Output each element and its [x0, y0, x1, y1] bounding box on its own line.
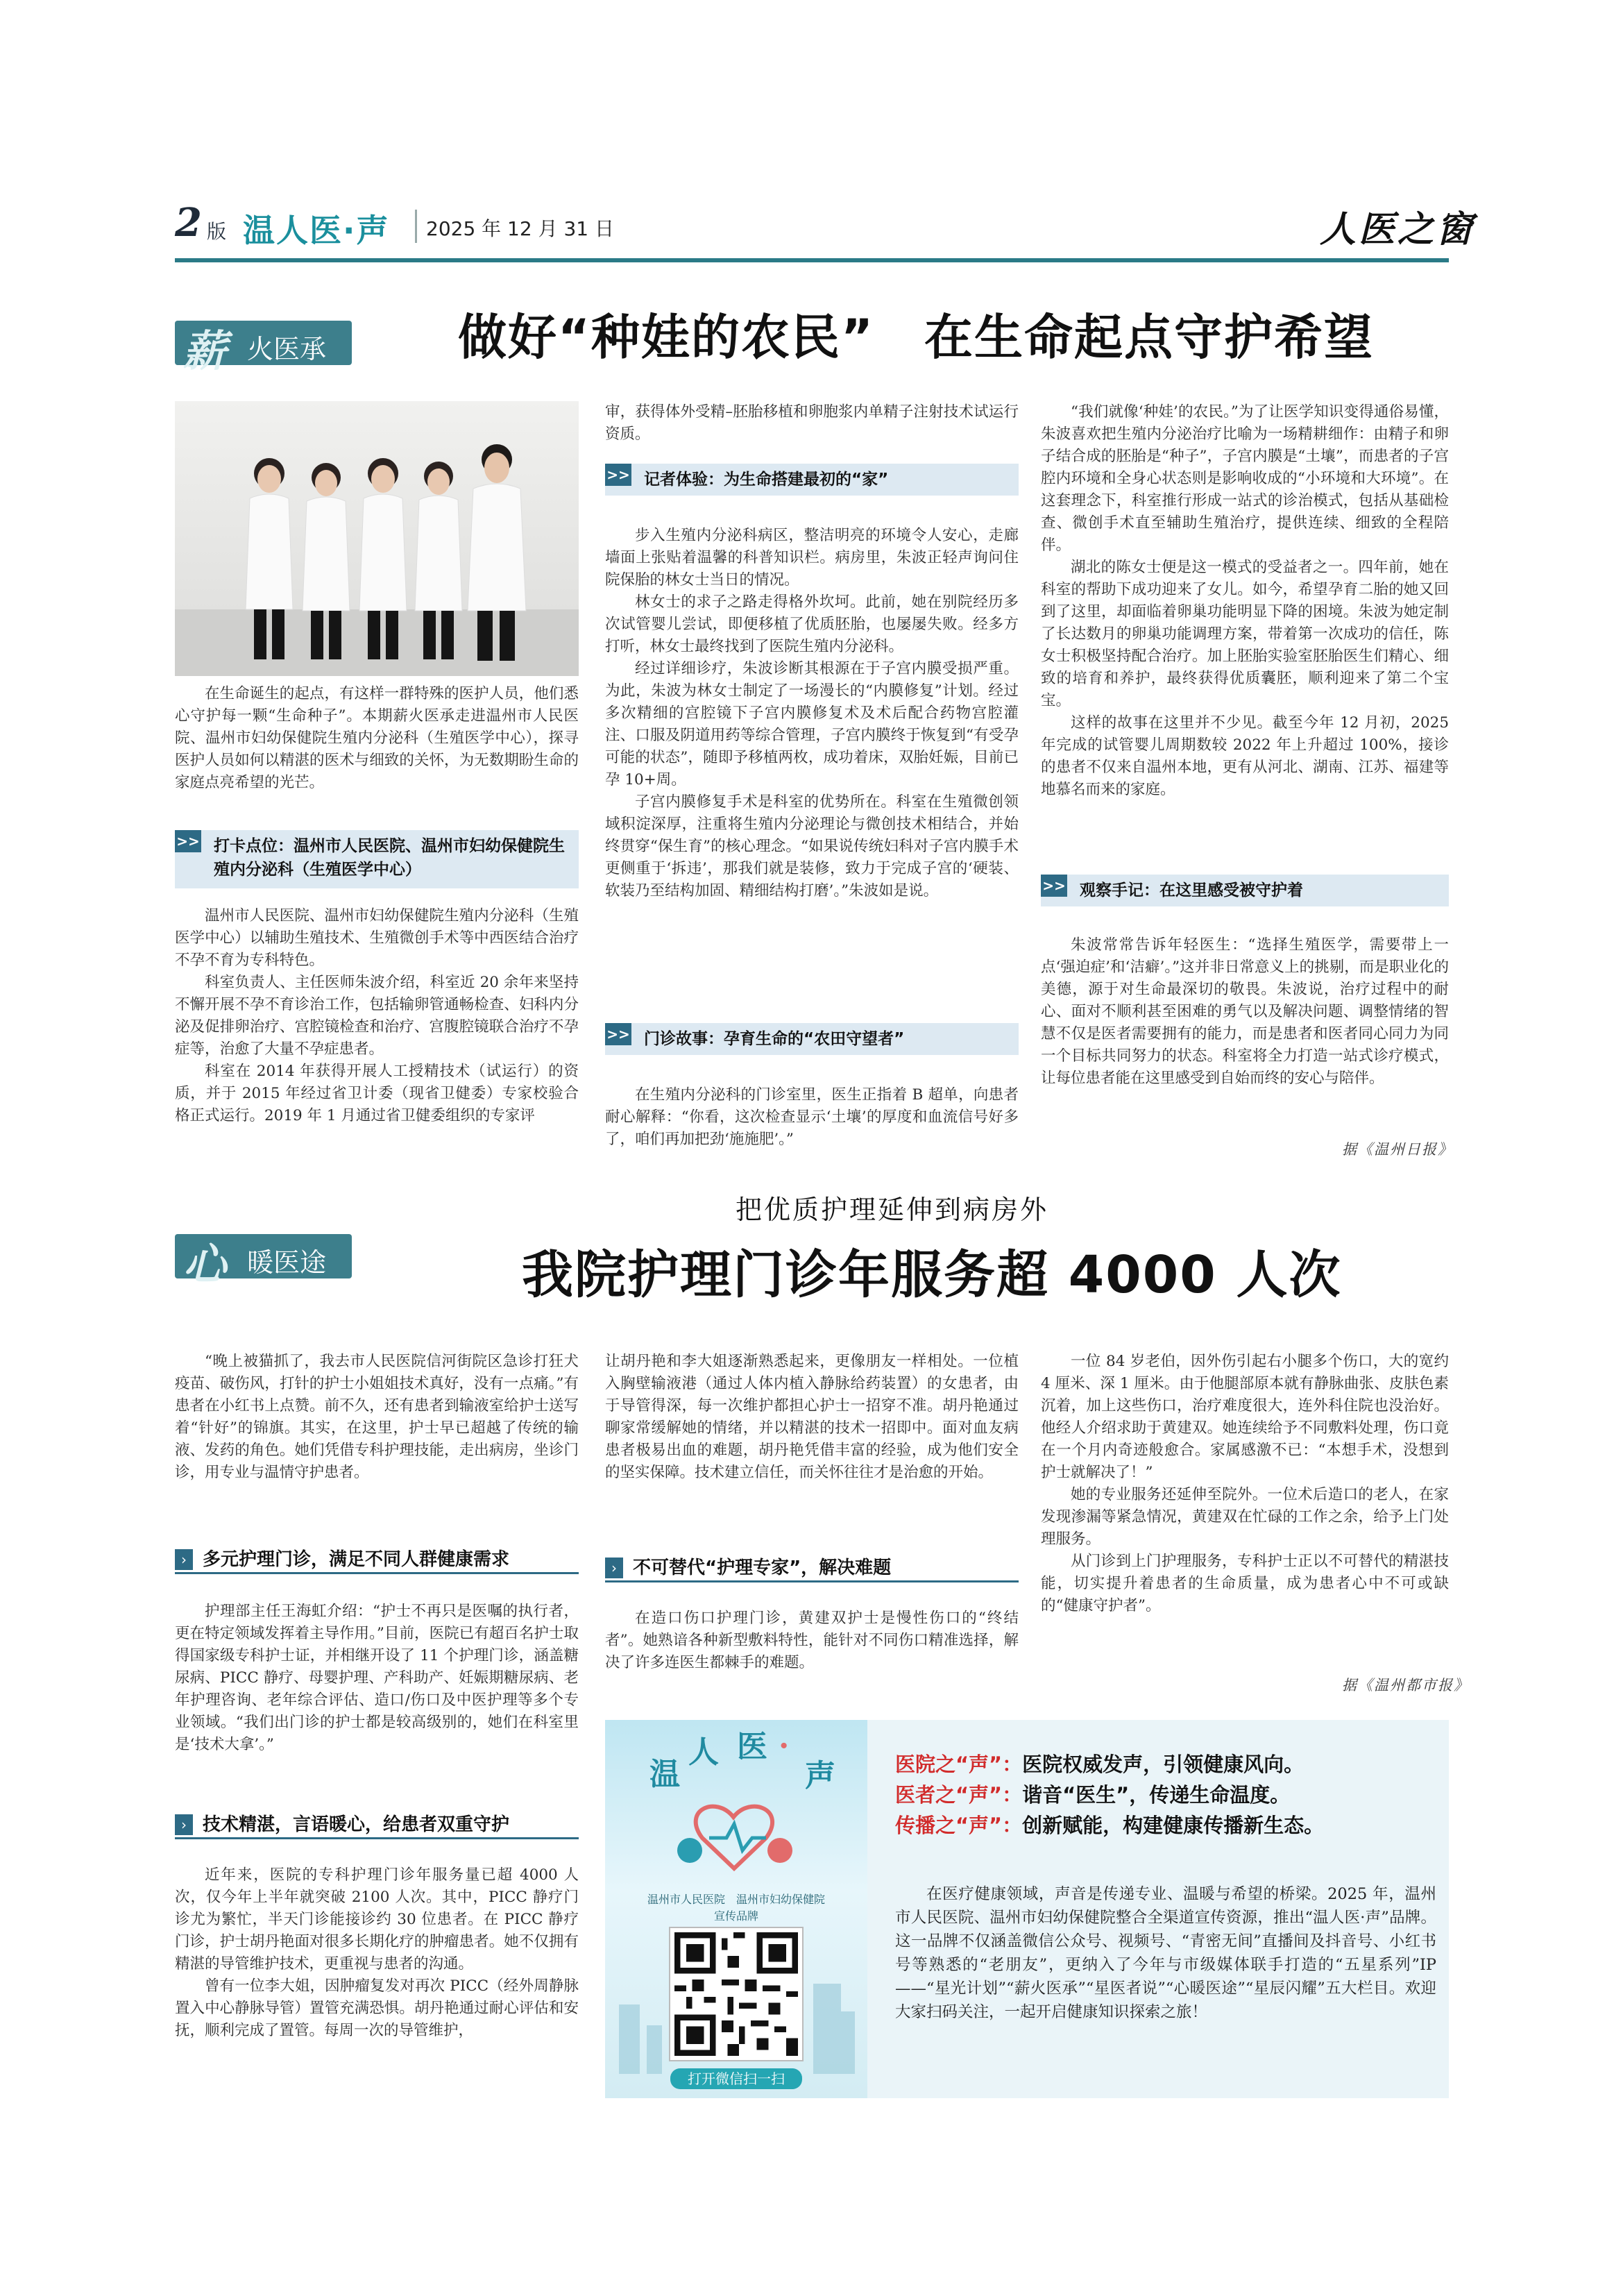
- paragraph: 在造口伤口护理门诊，黄建双护士是慢性伤口的“终结者”。她熟谙各种新型敷料特性，能针对不同伤口精准选择，解决了许多连医生都棘手的难题。: [605, 1610, 1019, 1671]
- badge-glyph: 薪: [183, 326, 227, 376]
- article1-col1-body: [175, 905, 579, 1127]
- paragraph: “我们就像‘种娃’的农民。”为了让医学知识变得通俗易懂，朱波喜欢把生殖内分泌治疗比喻为一场精耕细作：由精子和卵子结合成的胚胎是“种子”，子宫内膜是“土壤”，而患者的子宫腔内环境和全身心状态则是影响收成的“小环境和大环境”。在这套理念下，科室推行形成一站式的诊治模式，包括从基础检查、微创手术直至辅助生殖治疗，提供连续、细致的全程陪伴。: [1041, 403, 1449, 554]
- column-name: 温人医·声: [243, 212, 390, 249]
- article1-col2-top: [605, 401, 1019, 446]
- chevron-right-icon: >>: [175, 830, 201, 852]
- qr-code[interactable]: [670, 1928, 802, 2060]
- paragraph: 曾有一位李大姐，因肿瘤复发对再次 PICC（经外周静脉置入中心静脉导管）置管充满恐惧。胡丹艳通过耐心评估和安抚，顺利完成了置管。每周一次的导管维护，: [175, 1977, 579, 2039]
- paragraph: “晚上被猫抓了，我去市人民医院信河街院区急诊打狂犬疫苗、破伤风，打针的护士小姐姐技术真好，没有一点痛。”有患者在小红书上点赞。前不久，还有患者到输液室给护士送写着“针好”的锦旗。其实，在这里，护士早已超越了传统的输液、发药的角色。她们凭借专科护理技能，走出病房，坐诊门诊，用专业与温情守护患者。: [175, 1353, 579, 1481]
- paragraph: 审，获得体外受精–胚胎移植和卵胞浆内单精子注射技术试运行资质。: [605, 403, 1019, 443]
- article-subtitle-2: 把优质护理延伸到病房外: [736, 1195, 1049, 1225]
- badge-label: 暖医途: [247, 1247, 327, 1278]
- paragraph: 护理部主任王海虹介绍：“护士不再只是医嘱的执行者，更在特定领域发挥着主导作用。”目前，医院已有超百名护士取得国家级专科护士证，并相继开设了 11 个护理门诊，涵盖糖尿病、PICC 静疗、母婴护理、产科助产、妊娠期糖尿病、老年护理咨询、老年综合评估、造口/伤口及中医护理等多个专业领域。“我们出门诊的护士都是较高级别的，她们在科室里是‘技术大拿’。”: [175, 1603, 579, 1753]
- logo-char: 声: [805, 1758, 835, 1793]
- article-title-1: 做好“种娃的农民” 在生命起点守护希望: [458, 309, 1375, 366]
- slogan-row: [895, 1749, 1436, 1780]
- badge-glyph: 心: [183, 1239, 227, 1290]
- slogan-text: 创新赋能，构建健康传播新生态。: [1022, 1814, 1325, 1837]
- article1-col3-body: [1041, 401, 1449, 801]
- paragraph: 她的专业服务还延伸至院外。一位术后造口的老人，在家发现渗漏等紧急情况，黄建双在忙碌的工作之余，给予上门处理服务。: [1041, 1486, 1449, 1548]
- scan-qr-button[interactable]: 打开微信扫一扫: [670, 2068, 802, 2089]
- paragraph: 林女士的求子之路走得格外坎坷。此前，她在别院经历多次试管婴儿尝试，即便移植了优质胚胎，也屡屡失败。经多方打听，林女士最终找到了医院生殖内分泌科。: [605, 593, 1019, 655]
- subheading-reporter: [605, 464, 1019, 496]
- paragraph: 步入生殖内分泌科病区，整洁明亮的环境令人安心，走廊墙面上张贴着温馨的科普知识栏。病房里，朱波正轻声询问住院保胎的林女士当日的情况。: [605, 527, 1019, 589]
- header-separator: [415, 210, 417, 243]
- hospital-line: 温州市人民医院 温州市妇幼保健院: [647, 1893, 825, 1906]
- slogan-label: 传播之“声”：: [895, 1814, 1023, 1837]
- paragraph: 这样的故事在这里并不少见。截至今年 12 月初，2025 年完成的试管婴儿周期数较 2022 年上升超过 100%，接诊的患者不仅来自温州本地，更有从河北、湖南、江苏、福建等地慕名而来的家庭。: [1041, 714, 1449, 798]
- paragraph: 在生殖内分泌科的门诊室里，医生正指着 B 超单，向患者耐心解释：“你看，这次检查显示‘土壤’的厚度和血流信号好多了，咱们再加把劲‘施施肥’。”: [605, 1086, 1019, 1148]
- paragraph: 从门诊到上门护理服务，专科护士正以不可替代的精湛技能，切实提升着患者的生命质量，成为患者心中不可或缺的“健康守护者”。: [1041, 1553, 1449, 1614]
- logo-char: ·: [779, 1728, 790, 1764]
- subheading-text: 多元护理门诊，满足不同人群健康需求: [203, 1549, 510, 1570]
- subheading-expert: [605, 1556, 1019, 1582]
- chevron-right-icon: ›: [175, 1814, 193, 1835]
- subheading-checkin: [175, 830, 579, 888]
- badge-label: 火医承: [247, 334, 327, 364]
- slogan-label: 医者之“声”：: [895, 1783, 1023, 1807]
- paragraph: 子宫内膜修复手术是科室的优势所在。科室在生殖微创领域积淀深厚，注重将生殖内分泌理论与微创技术相结合，并始终贯穿“保生育”的核心理念。“如果说传统妇科对子宫内膜手术更侧重于‘拆违’，那我们就是装修，致力于完成子宫的‘硬装、软装乃至结构加固、精细结构打磨’。”朱波如是说。: [605, 793, 1019, 900]
- article1-intro: [175, 683, 579, 794]
- article2-col1-mid: [175, 1601, 579, 1756]
- page-number-suffix: 版: [207, 220, 227, 243]
- article2-col1-intro: [175, 1351, 579, 1484]
- slogan-label: 医院之“声”：: [895, 1753, 1023, 1776]
- chevron-right-icon: >>: [1041, 875, 1067, 897]
- paragraph: 经过详细诊疗，朱波诊断其根源在于子宫内膜受损严重。为此，朱波为林女士制定了一场漫长的“内膜修复”计划。经过多次精细的宫腔镜下子宫内膜修复术及术后配合药物宫腔灌注、口服及阴道用药等综合管理，子宫内膜终于恢复到“有受孕可能的状态”，随即予移植两枚，成功着床，双胎妊娠，目前已孕 10+周。: [605, 660, 1019, 788]
- brand-slogans: [895, 1749, 1436, 1841]
- paragraph: 近年来，医院的专科护理门诊年服务量已超 4000 人次，仅今年上半年就突破 2100 人次。其中，PICC 静疗门诊尤为繁忙，半天门诊能接诊约 30 位患者。在 PICC 静疗门诊，护士胡丹艳面对很多长期化疗的肿瘤患者。她不仅拥有精湛的导管维护技术，更重视与患者的沟通。: [175, 1866, 579, 1973]
- subheading-skills: [175, 1813, 579, 1839]
- article1-source: 据《温州日报》: [1342, 1141, 1454, 1158]
- paragraph: 一位 84 岁老伯，因外伤引起右小腿多个伤口，大的宽约 4 厘米、深 1 厘米。由于他腿部原本就有静脉曲张、皮肤色素沉着，加上这些伤口，治疗难度很大，连外科住院也没治好。他经人介绍求助于黄建双。她连续给予不同敷料处理，伤口竟在一个月内奇迹般愈合。家属感激不已：“本想手术，没想到护士就解决了！”: [1041, 1353, 1449, 1481]
- logo-char: 温: [649, 1757, 680, 1792]
- intro-paragraph: 在生命诞生的起点，有这样一群特殊的医护人员，他们悉心守护每一颗“生命种子”。本期薪火医承走进温州市人民医院、温州市妇幼保健院生殖内分泌科（生殖医学中心），探寻医护人员如何以精湛的医术与细致的关怀，为无数期盼生命的家庭点亮希望的光芒。: [175, 685, 579, 791]
- subheading-text: 打卡点位：温州市人民医院、温州市妇幼保健院生殖内分泌科（生殖医学中心）: [214, 837, 565, 879]
- paragraph: 温州市人民医院、温州市妇幼保健院生殖内分泌科（生殖医学中心）以辅助生殖技术、生殖微创手术等中西医结合治疗不孕不育为专科特色。: [175, 907, 579, 969]
- subheading-text: 记者体验：为生命搭建最初的“家”: [644, 471, 889, 489]
- subheading-multi: [175, 1548, 579, 1574]
- staff-group-photo: [175, 401, 579, 676]
- logo-char: 医: [737, 1729, 767, 1764]
- paragraph: 科室负责人、主任医师朱波介绍，科室近 20 余年来坚持不懈开展不孕不育诊治工作，包括输卵管通畅检查、妇科内分泌及促排卵治疗、宫腔镜检查和治疗、宫腹腔镜联合治疗不孕症等，治愈了大量不孕症患者。: [175, 974, 579, 1058]
- article1-col3-bottom: [1041, 934, 1449, 1090]
- section-badge-xinnuan: [175, 1234, 352, 1290]
- subheading-text: 技术精湛，言语暖心，给患者双重守护: [203, 1814, 510, 1835]
- article2-col2-top: [605, 1351, 1019, 1484]
- paragraph: 朱波常常告诉年轻医生：“选择生殖医学，需要带上一点‘强迫症’和‘洁癖’。”这并非日常意义上的挑剔，而是职业化的美德，源于对生命最深切的敬畏。朱波说，治疗过程中的耐心、面对不顺利甚至困难的勇气以及解决问题、调整情绪的智慧不仅是医者需要拥有的能力，而是患者和医者同心同力为同一个目标共同努力的状态。科室将全力打造一站式诊疗模式，让每位患者能在这里感受到自始而终的安心与陪伴。: [1041, 936, 1449, 1087]
- subheading-clinic: [605, 1023, 1019, 1055]
- article2-col2-mid: [605, 1607, 1019, 1674]
- issue-date: 2025 年 12 月 31 日: [426, 217, 615, 240]
- article1-col2-bottom: [605, 1084, 1019, 1151]
- brand-promo-visual: [605, 1720, 867, 2098]
- subheading-text: 观察手记：在这里感受被守护着: [1080, 881, 1303, 900]
- subheading-notes: [1041, 875, 1449, 906]
- paragraph: 让胡丹艳和李大姐逐渐熟悉起来，更像朋友一样相处。一位植入胸壁输液港（通过人体内植入静脉给药装置）的女患者，由于导管得深，每一次维护都担心护士一招穿不准。胡丹艳通过聊家常缓解她的情绪，并以精湛的技术一招即中。面对血友病患者极易出血的难题，胡丹艳凭借丰富的经验，成为他们安全的坚实保障。技术建立信任，而关怀往往才是治愈的开始。: [605, 1353, 1019, 1481]
- article-title-2: 我院护理门诊年服务超 4000 人次: [522, 1245, 1342, 1305]
- article1-col2-body: [605, 525, 1019, 902]
- section-badge-xinhuo: [175, 321, 352, 376]
- chevron-right-icon: >>: [605, 464, 631, 486]
- header-rule: [175, 258, 1449, 262]
- brand-description: [895, 1882, 1436, 2024]
- chevron-right-icon: ›: [605, 1558, 623, 1578]
- slogan-text: 谐音“医生”，传递生命温度。: [1022, 1783, 1291, 1807]
- slogan-text: 医院权威发声，引领健康风向。: [1022, 1753, 1305, 1776]
- logo-char: 人: [688, 1734, 719, 1770]
- brand-line: 宣传品牌: [713, 1909, 758, 1923]
- chevron-right-icon: ›: [175, 1549, 193, 1570]
- subheading-text: 不可替代“护理专家”，解决难题: [633, 1558, 892, 1578]
- slogan-row: [895, 1810, 1436, 1841]
- slogan-row: [895, 1780, 1436, 1810]
- paragraph: 湖北的陈女士便是这一模式的受益者之一。四年前，她在科室的帮助下成功迎来了女儿。如今，希望孕育二胎的她又回到了这里，却面临着卵巢功能明显下降的困境。朱波为她定制了长达数月的卵巢功能调理方案，带着第一次成功的信任，陈女士积极坚持配合治疗。加上胚胎实验室胚胎医生们精心、细致的培育和养护，最终获得优质囊胚，顺利迎来了第二个宝宝。: [1041, 559, 1449, 709]
- page-number: 2: [175, 200, 202, 246]
- paragraph: 在医疗健康领域，声音是传递专业、温暖与希望的桥梁。2025 年，温州市人民医院、温州市妇幼保健院整合全渠道宣传资源，推出“温人医·声”品牌。这一品牌不仅涵盖微信公众号、视频号、“青密无间”直播间及抖音号、小红书号等熟悉的“老朋友”，更纳入了今年与市级媒体联手打造的“五星系列”IP——“星光计划”“薪火医承”“星医者说”“心暖医途”“星辰闪耀”五大栏目。欢迎大家扫码关注，一起开启健康知识探索之旅！: [895, 1885, 1436, 2021]
- article2-col3-body: [1041, 1351, 1449, 1617]
- paragraph: 科室在 2014 年获得开展人工授精技术（试运行）的资质，并于 2015 年经过省卫计委（现省卫健委）专家校验合格正式运行。2019 年 1 月通过省卫健委组织的专家评: [175, 1063, 579, 1124]
- chevron-right-icon: >>: [605, 1023, 631, 1045]
- article2-source: 据《温州都市报》: [1342, 1677, 1470, 1694]
- paper-logo: 人医之窗: [1320, 208, 1476, 251]
- subheading-text: 门诊故事：孕育生命的“农田守望者”: [644, 1030, 905, 1048]
- article2-col1-bottom: [175, 1864, 579, 2042]
